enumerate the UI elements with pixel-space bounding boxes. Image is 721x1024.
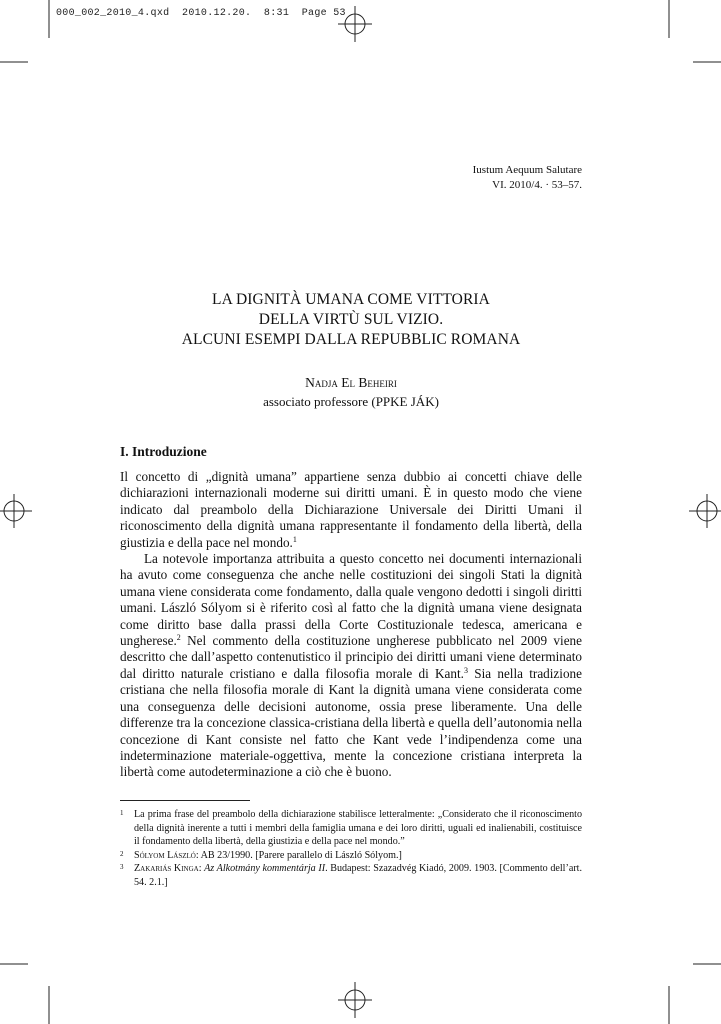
author-name: Nadja El Beheiri <box>305 375 397 390</box>
footnote-ref: 1 <box>292 534 297 544</box>
paragraph-text: Sia nella tradizione cristiana che nella filosofia morale di Kant la dignità umana viene considerata come una conseguenza delle decisioni autonome, ossia prese liberamente. Una delle differenze tra la concezione classica-cristiana della libertà e quella dell’autonomia nella concezione di Kant consiste nel fatto che Kant vede l’indipendenza come una indeterminazione materiale-oggettiva, mente la concezione cristiana interpreta la libertà come autodeterminazione a ciò che è buono. <box>120 665 582 780</box>
footnote <box>120 862 582 889</box>
footnote-author: Zakariás Kinga <box>134 863 199 875</box>
footnote-separator: : <box>198 863 205 875</box>
paragraph-text: Nel commento della costituzione ungherese pubblicato nel 2009 viene descritto che dall’aspetto contenutistico il principio dei diritti umani viene determinato dal diritto naturale cristiano e dalla filosofia morale di Kant. <box>120 633 582 681</box>
footnote <box>120 849 582 863</box>
section-heading: I. Introduzione <box>120 444 207 459</box>
footnote-rule <box>120 800 250 801</box>
paragraph <box>120 551 582 781</box>
footnote-text: La prima frase del preambolo della dichiarazione stabilisce letteralmente: „Considerato che il riconoscimento della dignità inerente a tutti i membri della famiglia umana e dei loro diritti, uguali ed inalienabili, costituisce il fondamento della libertà, della giustizia e della pace nel mondo.” <box>134 809 582 848</box>
footnote-text: : AB 23/1990. [Parere parallelo di László Sólyom.] <box>195 849 402 861</box>
article-title <box>120 290 582 350</box>
author-affiliation: associato professore (PPKE JÁK) <box>263 394 439 409</box>
registration-target-bottom <box>338 982 372 1018</box>
footnote-ref: 3 <box>463 665 468 675</box>
footnote-number: 2 <box>120 849 124 858</box>
registration-target-right <box>689 494 721 528</box>
article-body <box>120 469 582 781</box>
author-block <box>120 373 582 411</box>
footnote-ref: 2 <box>176 633 181 643</box>
footnote-work-title: Az Alkotmány kommentárja II <box>204 863 326 875</box>
journal-name: Iustum Aequum Salutare <box>472 164 582 176</box>
footnotes <box>120 808 582 890</box>
journal-info <box>473 163 582 193</box>
paragraph-text: La notevole importanza attribuita a questo concetto nei documenti internazionali ha avuto come conseguenza che anche nelle costituzioni dei singoli Stati la dignità umana viene considerata come fondamento, dalla quale vengono dedotti i singoli diritti umani. László Sólyom si è riferito così al fatto che la dignità umana viene designata come diritto base dalla prassi della Corte Costituzionale tedesca, americana e ungherese. <box>120 551 582 649</box>
footnote-number: 3 <box>120 863 124 872</box>
paragraph <box>120 469 582 551</box>
registration-target-left <box>0 494 32 528</box>
footnote-number: 1 <box>120 809 124 817</box>
footnote-author: Sólyom László <box>134 849 196 861</box>
footnote <box>120 808 582 849</box>
footnote-text: . Budapest: Szazadvég Kiadó, 2009. 1903. [Commento dell’art. 54. 2.1.] <box>134 863 583 888</box>
journal-issue: VI. 2010/4. · 53–57. <box>492 179 582 191</box>
file-slug: 000_002_2010_4.qxd 2010.12.20. 8:31 Page 53 <box>56 8 346 19</box>
registration-target-top <box>338 6 372 42</box>
title-line: DELLA VIRTÙ SUL VIZIO. <box>258 311 444 328</box>
title-line: ALCUNI ESEMPI DALLA REPUBBLIC ROMANA <box>181 331 521 348</box>
paragraph-text: Il concetto di „dignità umana” appartiene senza dubbio ai concetti chiave delle dichiarazioni internazionali moderne sui diritti umani. È in questo modo che viene indicato dal preambolo della Dichiarazione Universale dei Diritti Umani il riconoscimento della dignità umana rappresentante il fondamento della libertà, della giustizia e della pace nel mondo. <box>120 469 582 550</box>
title-line: LA DIGNITÀ UMANA COME VITTORIA <box>212 291 490 308</box>
